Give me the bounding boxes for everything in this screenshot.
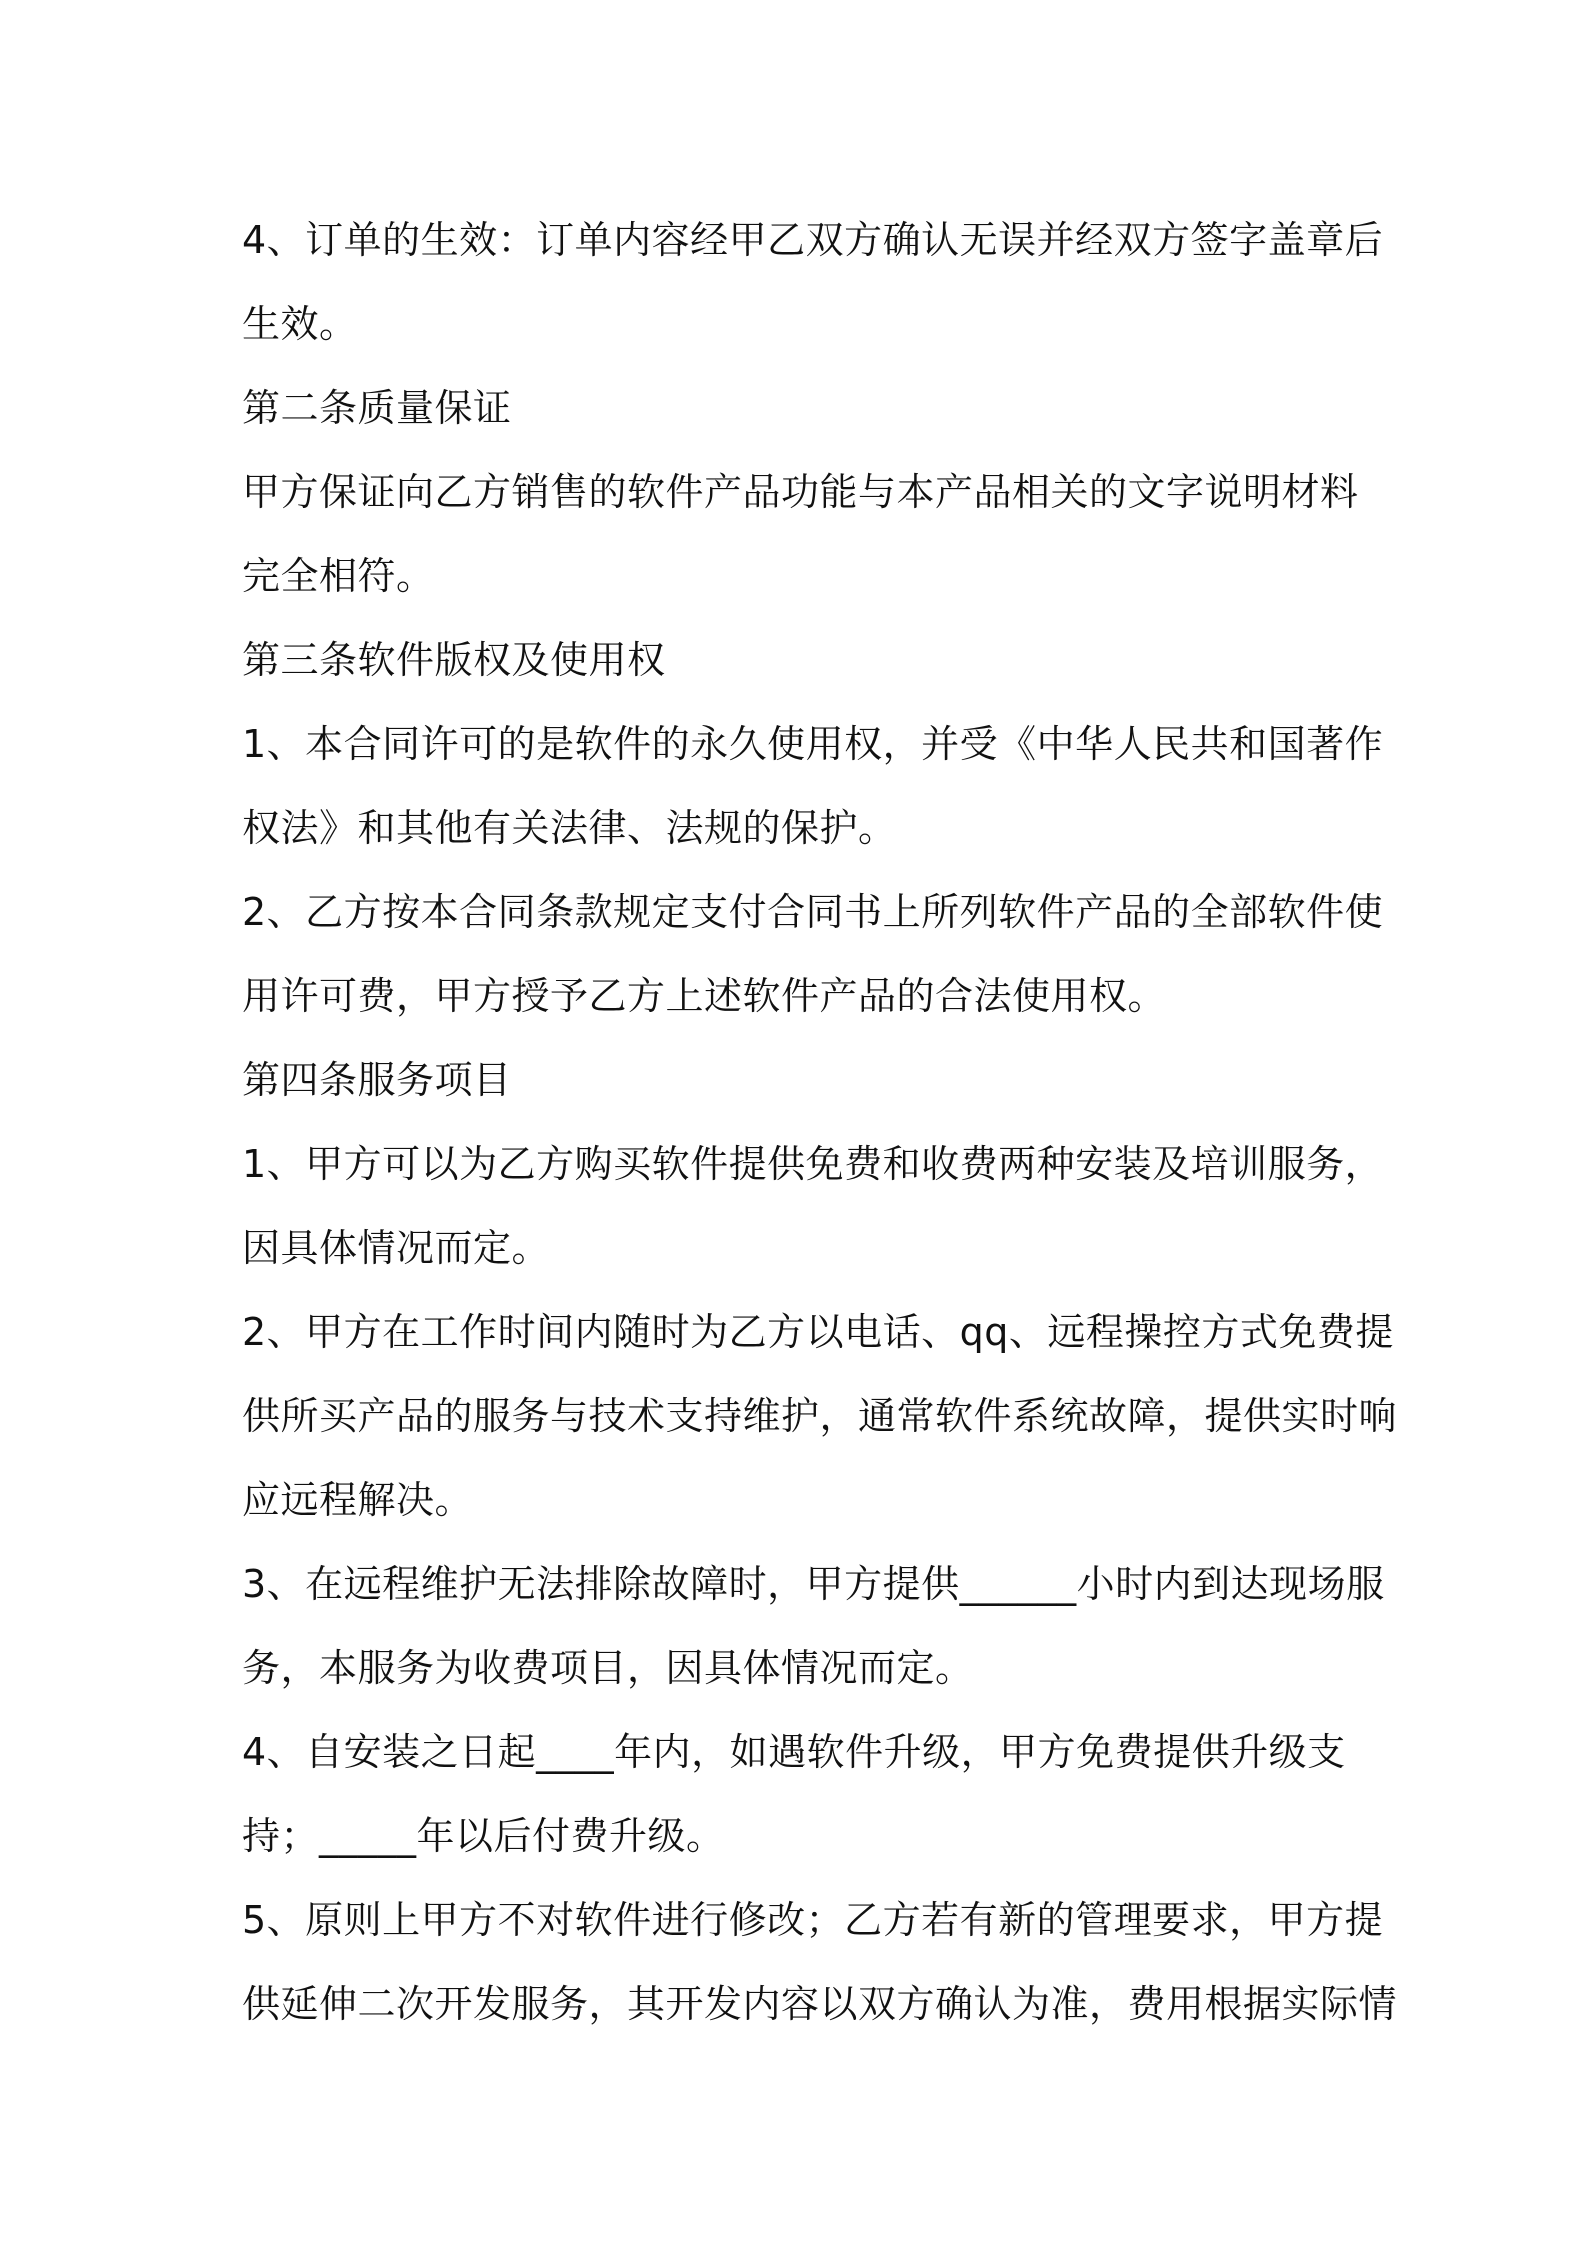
text-line: 用许可费，甲方授予乙方上述软件产品的合法使用权。 xyxy=(242,974,1167,1018)
text-line: 1、本合同许可的是软件的永久使用权，并受《中华人民共和国著作 xyxy=(242,722,1384,766)
text-line: 5、原则上甲方不对软件进行修改；乙方若有新的管理要求，甲方提 xyxy=(242,1898,1384,1942)
text-line: 应远程解决。 xyxy=(242,1478,474,1522)
text-line: 生效。 xyxy=(242,302,358,346)
text-line: 完全相符。 xyxy=(242,554,435,598)
text-line: 2、乙方按本合同条款规定支付合同书上所列软件产品的全部软件使 xyxy=(242,890,1384,934)
text-line: 4、订单的生效：订单内容经甲乙双方确认无误并经双方签字盖章后 xyxy=(242,218,1384,262)
text-line: 务，本服务为收费项目，因具体情况而定。 xyxy=(242,1646,974,1690)
text-line: 甲方保证向乙方销售的软件产品功能与本产品相关的文字说明材料 xyxy=(242,470,1359,514)
text-line: 持；_____年以后付费升级。 xyxy=(242,1814,725,1858)
text-line: 2、甲方在工作时间内随时为乙方以电话、qq、远程操控方式免费提 xyxy=(242,1310,1394,1354)
text-line: 供所买产品的服务与技术支持维护，通常软件系统故障，提供实时响 xyxy=(242,1394,1398,1438)
text-line: 3、在远程维护无法排除故障时，甲方提供______小时内到达现场服 xyxy=(242,1562,1385,1606)
section-heading: 第三条软件版权及使用权 xyxy=(242,638,666,682)
section-heading: 第四条服务项目 xyxy=(242,1058,512,1102)
text-line: 供延伸二次开发服务，其开发内容以双方确认为准，费用根据实际情 xyxy=(242,1982,1398,2026)
text-line: 权法》和其他有关法律、法规的保护。 xyxy=(242,806,897,850)
document-body xyxy=(242,198,1398,2046)
text-line: 因具体情况而定。 xyxy=(242,1226,551,1270)
text-line: 4、自安装之日起____年内，如遇软件升级，甲方免费提供升级支 xyxy=(242,1730,1346,1774)
text-line: 1、甲方可以为乙方购买软件提供免费和收费两种安装及培训服务， xyxy=(242,1142,1384,1186)
section-heading: 第二条质量保证 xyxy=(242,386,512,430)
